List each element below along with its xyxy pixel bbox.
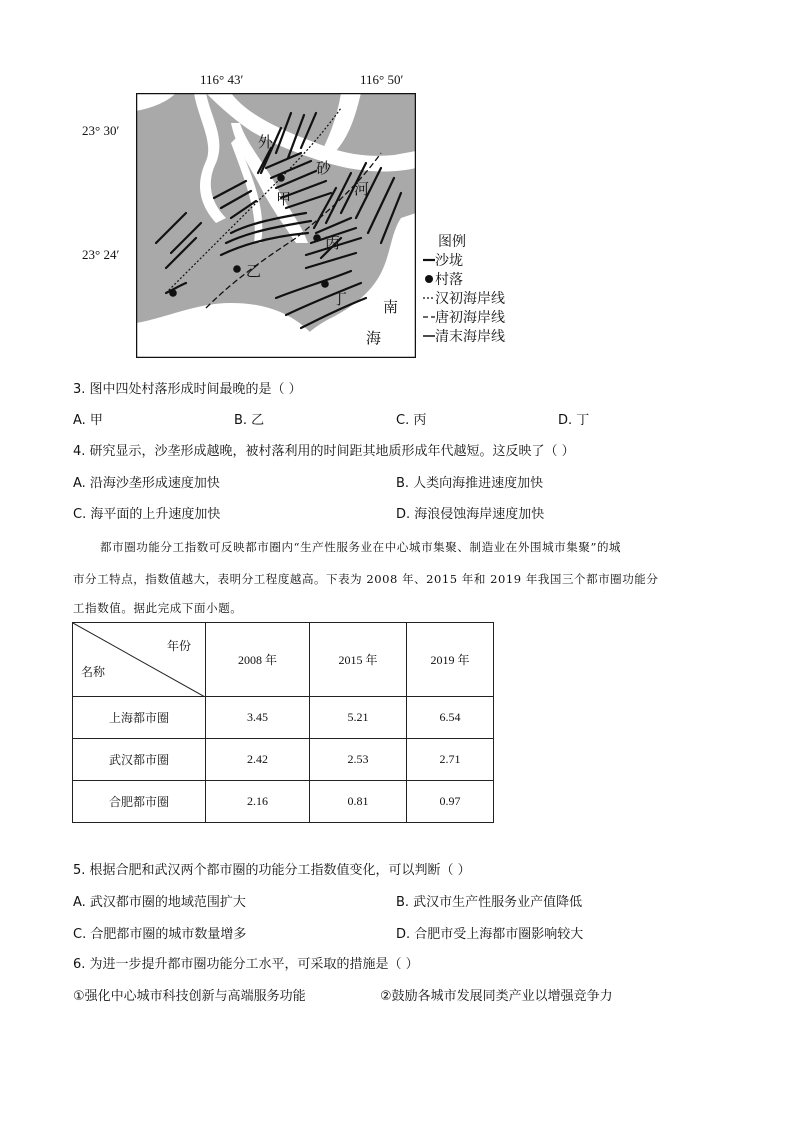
legend-label-village: 村落 [435,272,463,288]
ridge-symbol-icon [423,254,435,266]
table-cell: 2.53 [310,739,407,781]
table-corner-cell [73,623,206,697]
question-6-stem: 6. 为进一步提升都市圈功能分工水平，可采取的措施是（ ） [73,957,419,972]
legend-label-tang-coast: 唐初海岸线 [435,310,505,326]
table-header-year: 2019 年 [407,623,494,697]
question-3-option-b[interactable]: B. 乙 [234,413,265,428]
table-row-name: 上海都市圈 [73,697,206,739]
tang-coastline-icon [423,311,435,323]
latitude-label-1: 23° 30′ [82,123,120,138]
table-cell: 0.97 [407,781,494,823]
legend-item-tang-coast [423,309,563,328]
village-label-bing: 丙 [325,234,341,252]
question-4-option-c[interactable]: C. 海平面的上升速度加快 [73,507,221,522]
table-cell: 3.45 [206,697,310,739]
map-label-sha: 砂 [316,159,332,177]
question-3-option-c[interactable]: C. 丙 [396,413,427,428]
table-row-name: 武汉都市圈 [73,739,206,781]
question-6-item-1[interactable]: ①强化中心城市科技创新与高端服务功能 [73,989,306,1004]
corner-diagonal [73,623,205,697]
legend-item-qing-coast [423,328,563,347]
table-cell: 6.54 [407,697,494,739]
table-cell: 2.42 [206,739,310,781]
village-label-ding: 丁 [332,290,348,308]
table-row [73,697,494,739]
qing-coastline-icon [423,330,435,342]
legend-item-village [423,271,563,290]
question-5-option-c[interactable]: C. 合肥都市圈的城市数量增多 [73,927,247,942]
question-3-stem: 3. 图中四处村落形成时间最晚的是（ ） [73,382,302,397]
table-cell: 2.71 [407,739,494,781]
legend-label-han-coast: 汉初海岸线 [435,291,505,307]
question-5-option-d[interactable]: D. 合肥市受上海都市圈影响较大 [396,927,584,942]
village-symbol-icon [423,273,435,285]
passage-line-1: 都市圈功能分工指数可反映都市圈内“生产性服务业在中心城市集聚、制造业在外围城市集聚”的城 [100,540,622,554]
table-row-name: 合肥都市圈 [73,781,206,823]
map-label-he: 河 [354,180,370,198]
latitude-label-2: 23° 24′ [82,247,120,262]
village-label-jia: 甲 [276,190,292,208]
map-legend [423,233,563,347]
question-4-option-a[interactable]: A. 沿海沙垄形成速度加快 [73,476,220,491]
han-coastline-icon [423,292,435,304]
table-cell: 0.81 [310,781,407,823]
legend-title: 图例 [438,234,466,250]
map-drawing [136,93,416,358]
corner-label-name: 名称 [81,665,106,679]
question-3-option-a[interactable]: A. 甲 [73,413,103,428]
question-4-option-b[interactable]: B. 人类向海推进速度加快 [396,476,544,491]
legend-label-ridge: 沙垅 [435,253,463,269]
longitude-label-1: 116° 43′ [200,72,244,87]
question-3-option-d[interactable]: D. 丁 [558,413,590,428]
table-row [73,739,494,781]
table-row [73,781,494,823]
question-5-stem: 5. 根据合肥和武汉两个都市圈的功能分工指数值变化，可以判断（ ） [73,863,471,878]
table-header-year: 2015 年 [310,623,407,697]
table-cell: 2.16 [206,781,310,823]
question-4-option-d[interactable]: D. 海浪侵蚀海岸速度加快 [396,507,545,522]
village-label-yi: 乙 [246,262,262,280]
map-label-hai: 海 [366,329,382,347]
question-5-option-b[interactable]: B. 武汉市生产性服务业产值降低 [396,895,583,910]
question-4-stem: 4. 研究显示，沙垄形成越晚，被村落利用的时间距其地质形成年代越短。这反映了（ ） [73,444,575,459]
legend-item-ridge [423,252,563,271]
legend-item-han-coast [423,290,563,309]
longitude-label-2: 116° 50′ [360,72,404,87]
question-6-item-2[interactable]: ②鼓励各城市发展同类产业以增强竞争力 [380,989,613,1004]
passage-line-2: 市分工特点，指数值越大，表明分工程度越高。下表为 2008 年、2015 年和 2019 年我国三个都市圈功能分 [73,572,659,586]
question-5-option-a[interactable]: A. 武汉都市圈的地域范围扩大 [73,895,246,910]
map-label-nan: 南 [383,298,399,316]
table-cell: 5.21 [310,697,407,739]
legend-label-qing-coast: 清末海岸线 [435,329,505,345]
passage-line-3: 工指数值。据此完成下面小题。 [73,601,243,615]
function-index-table [72,622,494,823]
corner-label-year: 年份 [166,639,191,653]
table-header-year: 2008 年 [206,623,310,697]
table-header-row [73,623,494,697]
map-label-wai: 外 [258,133,274,151]
